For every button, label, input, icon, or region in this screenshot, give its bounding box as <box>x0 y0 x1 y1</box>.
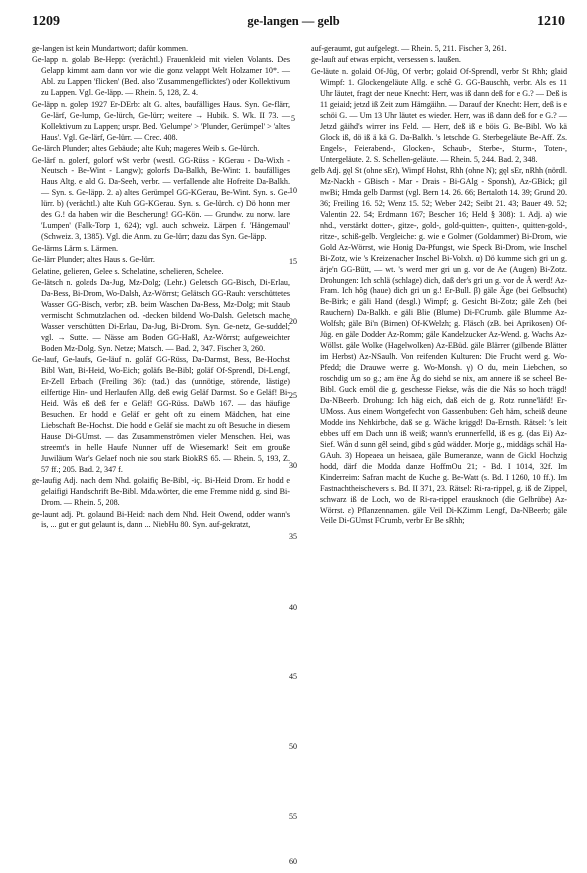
dictionary-entry: Ge-lärf n. golerf, golorf wSt verbr (westl. GG-Rüss - KGerau - Da-Wixh - Neutsch - Be-Wint - Langw); golorfs Da-Balkh, Be-Wint: 1. baufälliges Haus Altg. e ald G. Da-Seeh, verbr. — verfallende alte Hofreite Da-Balkh. — Syn. s. Ge-läpp. 2. a) altes Gerümpel GG-KGerau, Be-Wint. Syn. s. Ge-lürr. b) (verächtl.) alte Kuh GG-KGerau. Syn. s. Ge-lürch. c) Dö honn mer des G.! da haben wir die Bescherung! GG-Kön. — Grundw. zu norw. lare 'Lumpen' (Falk-Torp 1, 624); vgl. auch schweiz. Lärpen f. 'Hängemaul' (Schweiz. 3, 1385). Vgl. die Anm. zu Ge-lürr; dazu das Syn. Ge-läpp. <box>32 155 290 242</box>
line-number: 45 <box>289 672 297 681</box>
page-header <box>0 14 587 34</box>
line-number: 40 <box>289 603 297 612</box>
dictionary-entry: ge-laufig Adj. nach dem Nhd. golaifiç Be-Bibl, -iç. Bi-Heid Drom. Er hodd e gelaifigi Handschrift Be-Bibl. Mda.wörter, die eme Fremme nidd g. sind Bi-Drom. — Rhein. 5, 208. <box>32 476 290 508</box>
dictionary-entry: ge-lauſt auf etwas erpicht, versessen s. laußen. <box>311 55 461 65</box>
dictionary-entry: Ge-lärms Lärm s. Lärmen. <box>32 243 119 253</box>
dictionary-entry: Ge-lapp n. golab Be-Hepp: (verächtl.) Frauenkleid mit vielen Volants. Des Gelapp kimmt aam dann vor wie die gonz velappt Welt Holzamer 10*. — Abl. zu Lappen 'flicken' (Bed. also 'Zusammengeflicktes') oder Kollektivum zu Lappen. Vgl. Ge-läpp. — Rhein. 5, 128, Z. 4. <box>32 55 290 98</box>
dictionary-entry: gelb Adj. gęl St (ohne sEr), Wimpf Hohst, Rhh (ohne N); gęl sEr, nRhh (nördl. Mz-Nackh - GBisch - Mar - Drais - Bi-GAlg - Sponsh), Az-GBick; gil nwBi; Hmda gelb Darmst (vgl. Bern 14. 26. 66; Bertaloth 14. 39; Grund 20. 36; Freiling 16. 52; Wenz 15. 52; Weber 242; Seibt 21. 43; Bauer 49. 52; Valentin 22. 54; Erdmann 167; Bescher 16; Held § 308): 1. Adj. a) wie nhd., verstärkt dotter-, gitze-, gold-, gold-quitten-, quitten-, quitten-gold-, ritze-, schiß-gelb. Vergleiche: g. wie e Golmer (Goldammer) Bi-Drom, wie Gold Az-Wörrst, wie Honig Da-Pfungst, wie Speck Bi-Drom, wie Inschel Bi-Zotz, wie 's Kreizenacher Inschel Bi-Volxh. α) Dö kumme sich gri un g. ärje'n GG-Bütt, — wt. 's werd mer gri un g. vor de Ae (Augen) Bi-Zotz. Drohungen: Ich schlä (schlage) dich, daß der's gri un g. vor de Ä werd! Az-Fram. Ich hôg (haue) dich gri un g.! Er-Bull. β) gäle Äge (bei Gelbsucht) Be-Birk; e gäli Hand (desgl.) Wimpf; g. Gesicht Bi-Zotz; gäle Zeh (bei Rauchern) Da-Balkh. e gäli Blie (Blume) Di-FCrumb. gäle Blumme Az-Wolfsh; gäle Bi'n (Birnen) Of-KWelzh; g. Fläsch (zB. bei Aprikosen) Of-Jüg. en gäle Dodder Az-Romm; gäle Kandelzucker Az-Wend. g. Wachs Az-Wöllst. gäle Wolke (Hagelwolken) Az-EBüd. gäle Blärrer (gilbende Blätter im Herbst) Az-NSaulh. Von reifenden Kulturen: Die Frucht werd g. Wo-Pfedd; die Drauwe werre g. Wo-Monsh. γ) O du, mein Liebchen, so roschdig um so g.; am ëne Äg do siehd se nix, am annere iß se scheel Be-Bibl. Guck emöl die g. geschesse Fiekse, wås die die Nås so hoch trägd! Da-NBeerb. Drohung: Ich häg eich, daß eich de g. Rotz runne'läfd! Er-UMoss. Aus einem Wortgefecht von Gassenbuben: Geh häm, scheiß deune Modde ins Nehkirbche, daß se g. Wäche kriggd! Da-Ernsth. Rätsel: 's leit ebbes uff em Dach unn iß weiß; wann's erunnerfelld, iß es g. (das Ei) Az-Sief. Wån d sunn gêl seind, gibd s gûd wädder. Morje g., middägs schäl Ha-GAuh. 3) Hopeaea un heisaea, gäle Bumeranze, wann de Gickl Hochzig hodd, därf die Modda danze HoffmOu 21; - Bd. I 1014, 32f. Im Kinderreim: Safran macht de Kuche g. Be-Watt (s. Bd. I 1260, 10 ff.). Im Fastnachtheischevers s. Bd. II 371, 23. Rätsel: Ri-ra-rippel, g. iß de Zippel, schwarz iß de Loch, wo de Ri-ra-rippel erausknoch (die Gelbrübe) Az-Wörrst. ε) Pflanzennamen. gäle Veil Di-KZimm Lengf, Da-NBeerb; gäle Veile Di-GUmst FCrumb, verbr Er Be sRhh; <box>311 165 567 526</box>
page-number-right: 1210 <box>537 14 565 29</box>
dictionary-entry: Ge-lätsch n. golεds Da-Jug, Mz-Dolg; (Lehr.) Geletsch GG-Bisch, Di-Erlau, Da-Bess, Bi-Drom, Wo-Dalsh, Az-Wörrst; Gelätsch GG-Rauh: verschüttetes Wasser GG-Bisch, verbr; zB. beim Waschen Da-Bess, Mz-Dolg; mit Staub vermischt Schmutzlachen od. -decken bildend Wo-Dalsh. Geletsch mache Wasser verschütten Di-Erlau, Da-Jug, Bi-Drom. Syn. Ge-netz, Ge-suddel; vgl. → Sutte. — Nässe am Boden GG-Haßl, Az-Wörrst; aufgeweichter Boden Mz-Dolg. Syn. Netze; Matsch. — Bad. 2, 347. Fischer 3, 260. <box>32 278 290 353</box>
line-number: 50 <box>289 742 297 751</box>
dictionary-entry: Ge-läute n. golaid Of-Jüg, Of verbr; golaid Of-Sprendl, verbr St Rhh; glaid Wimpf: 1. Glockengeläute Allg. e schê G. GG-Bauschh, verbr. Als es 11 Uhr läutet, fragt der neue Knecht: Herr, was iß dann deß for e G.? — Deß is 11 geiaid; jetzd iß Zeit zum Hämgäihn. — Darauf der Knecht: Herr, deß is e schöi G. — Um 13 Uhr läutet es wieder. Herr, was iß dann deß for e G.? — Jetzd gäihd's wirrer ins Feld. — Herr, deß iß e böis G. Be-Bibl. Wo kä Glock iß, dö iß ä kä G. Da-Balkh. 's letschde G. Sterbegeläute Be-Aff. Zs. Engels-, Feierabend-, Glocken-, Schaub-, Sterbe-, Sturm-, Toten-, Untergeläute. 2. S. Schellen-geläute. — Rhein. 5, 244. Bad. 2, 348. <box>311 66 567 164</box>
line-number: 10 <box>289 186 297 195</box>
dictionary-entry: Ge-lärch Plunder; altes Gebäude; alte Kuh; mageres Weib s. Ge-lürch. <box>32 144 260 154</box>
dictionary-entry: ge-launt adj. Pt. golaund Bi-Heid: nach dem Nhd. Heit Owend, odder wann's is, ... gut er gut gelaunt is, dann ... NiebHu 80. Syn. auf-gekratzt, <box>32 509 290 530</box>
line-number: 20 <box>289 317 297 326</box>
line-number: 15 <box>289 257 297 266</box>
dictionary-entry: Ge-läpp n. golep 1927 Er-DErb: alt G. altes, baufälliges Haus. Syn. Ge-flärr, Ge-lärf, Ge-lump, Ge-lürch, Ge-lürr; weitere → Hubik. S. Wk. II 73. — Kollektivum zu Lappen; urspr. Bed. 'Gelumpe' > 'Plunder, Gerümpel' > 'altes Haus'. Vgl. Ge-lärf, Ge-lürr. — Crec. 408. <box>32 99 290 142</box>
page-number-left: 1209 <box>32 14 60 29</box>
dictionary-entry: Gelatine, gelieren, Gelee s. Schelatine, schelieren, Schelee. <box>32 266 224 276</box>
right-column <box>311 44 567 528</box>
dictionary-entry: Ge-lauf, Ge-laufs, Ge-läuf n. golăf GG-Rüss, Da-Darmst, Bess, Be-Hochst Bibl Watt, Bi-Heid, Wo-Eich; goläfs Be-Bibl; goläf Of-Sprendl, Di-Lengf, Er-Zell Erbach (Freiling 36): (tad.) das (unnötige, störende, lästige) eilfertige Hin- und Herlaufen Allg. deß ewig Geläf Darmst. So e Geläf! Bi-Heid. Wås eß deß fer e Geläf! GG-Rüss. DaWb 167. — das häufige Besuchen. Er hodd e Geläf er geht oft zu einem Mädchen, hat eine Liebschaft Be-Hochst. Die hodd e Geläf sie macht zu oft Besuche in diesem Hause Di-GUmst. — das Zusammenströmen vieler Menschen. Hei, was streemt's in helle Haufe Nunner uff de Wiesemark! Seit em grouße Juwiläum War's Gelaef noch nie sou stark BiokRS 65. — Rhein. 5, 193, Z. 57 ff.; 205. Bad. 2, 347 f. <box>32 355 290 474</box>
line-number: 60 <box>289 857 297 866</box>
dictionary-entry: ge-langen ist kein Mundartwort; dafür kommen. <box>32 44 188 53</box>
left-column <box>32 44 290 532</box>
line-number: 5 <box>291 114 295 123</box>
line-number: 55 <box>289 812 297 821</box>
line-number: 35 <box>289 532 297 541</box>
line-number: 25 <box>289 391 297 400</box>
dictionary-entry: Ge-lärr Plunder; altes Haus s. Ge-lürr. <box>32 255 155 265</box>
running-head: ge-langen — gelb <box>247 14 340 28</box>
dictionary-entry: auf-geraumt, gut aufgelegt. — Rhein. 5, 211. Fischer 3, 261. <box>311 44 507 53</box>
line-number: 30 <box>289 461 297 470</box>
